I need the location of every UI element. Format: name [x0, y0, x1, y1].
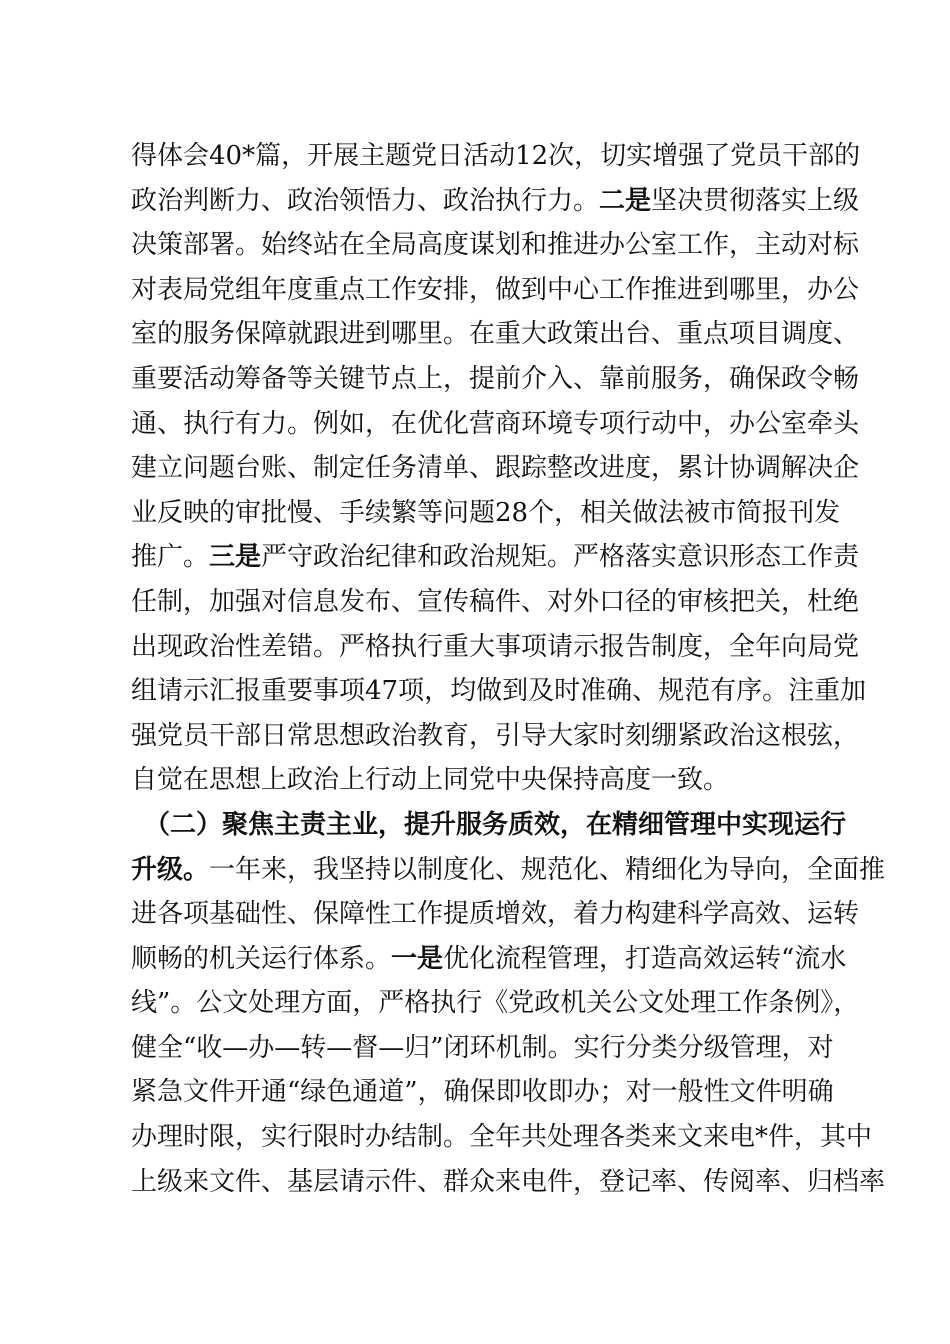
text-line [131, 357, 860, 402]
text-line [131, 848, 886, 893]
body-text: 严守政治纪律和政治规矩。严格落实意识形态工作责 [261, 542, 860, 573]
body-text: 上级来文件、基层请示件、群众来电件，登记率、传阅率、归档率 [131, 1166, 886, 1197]
body-text: 政治判断力、政治领悟力、政治执行力。 [131, 185, 600, 216]
text-line [131, 981, 860, 1026]
text-line [131, 669, 867, 714]
body-text: 坚决贯彻落实上级 [651, 185, 860, 216]
body-text: 出现政治性差错。严格执行重大事项请示报告制度，全年向局党 [131, 631, 860, 662]
body-text: 健全“收—办—转—督—归”闭环机制。实行分类分级管理，对 [131, 1032, 834, 1063]
section-heading-line [131, 803, 847, 848]
body-text: 一年来，我坚持以制度化、规范化、精细化为导向，全面推 [209, 854, 886, 885]
text-line [131, 937, 847, 982]
text-line [131, 402, 860, 447]
body-text: 室的服务保障就跟进到哪里。在重大政策出台、重点项目调度、 [131, 319, 860, 350]
body-text: 自觉在思想上政治上行动上同党中央保持高度一致。 [131, 765, 730, 796]
text-line [131, 758, 821, 803]
text-line [131, 446, 860, 491]
text-line [131, 535, 860, 580]
text-line [131, 179, 860, 224]
body-text: 组请示汇报重要事项47项，均做到及时准确、规范有序。注重加 [131, 676, 867, 707]
body-text: 得体会40*篇，开展主题党日活动12次，切实增强了党员干部的 [131, 141, 861, 171]
body-text: 推广。 [131, 542, 210, 573]
text-line [131, 1070, 834, 1115]
text-line [131, 1160, 886, 1205]
body-text: 进各项基础性、保障性工作提质增效，着力构建科学高效、运转 [131, 899, 860, 930]
bold-text: 二是 [599, 185, 652, 216]
text-line [131, 134, 861, 179]
document-page [131, 134, 886, 1204]
body-text: 办理时限，实行限时办结制。全年共处理各类来文来电*件，其中 [131, 1122, 873, 1153]
text-line [131, 491, 841, 536]
text-line [131, 268, 860, 313]
text-line [131, 892, 860, 937]
body-text: 顺畅的机关运行体系。 [131, 943, 392, 974]
text-line [131, 714, 860, 759]
body-text: 对表局党组年度重点工作安排，做到中心工作推进到哪里，办公 [131, 274, 860, 305]
body-text: 任制，加强对信息发布、宣传稿件、对外口径的审核把关，杜绝 [131, 586, 860, 617]
bold-text: 升级。 [131, 854, 210, 885]
text-line [131, 1026, 834, 1071]
body-text: 决策部署。始终站在全局高度谋划和推进办公室工作，主动对标 [131, 230, 860, 261]
body-text: 优化流程管理，打造高效运转“流水 [443, 943, 847, 974]
body-text: 建立问题台账、制定任务清单、跟踪整改进度，累计协调解决企 [131, 453, 860, 484]
text-line [131, 1115, 873, 1160]
text-line [131, 580, 860, 625]
text-line [131, 625, 860, 670]
bold-text: （二）聚焦主责主业，提升服务质效，在精细管理中实现运行 [131, 809, 847, 840]
bold-text: 一是 [391, 943, 444, 974]
body-text: 业反映的审批慢、手续繁等问题28个，相关做法被市简报刊发 [131, 497, 841, 528]
text-line [131, 223, 860, 268]
body-text: 强党员干部日常思想政治教育，引导大家时刻绷紧政治这根弦， [131, 720, 860, 751]
body-text: 紧急文件开通“绿色通道”，确保即收即办；对一般性文件明确 [131, 1077, 834, 1108]
text-line [131, 312, 860, 357]
body-text: 重要活动筹备等关键节点上，提前介入、靠前服务，确保政令畅 [131, 363, 860, 394]
bold-text: 三是 [209, 542, 262, 573]
body-text: 线”。公文处理方面，严格执行《党政机关公文处理工作条例》， [131, 988, 860, 1019]
body-text: 通、执行有力。例如，在优化营商环境专项行动中，办公室牵头 [131, 408, 860, 439]
